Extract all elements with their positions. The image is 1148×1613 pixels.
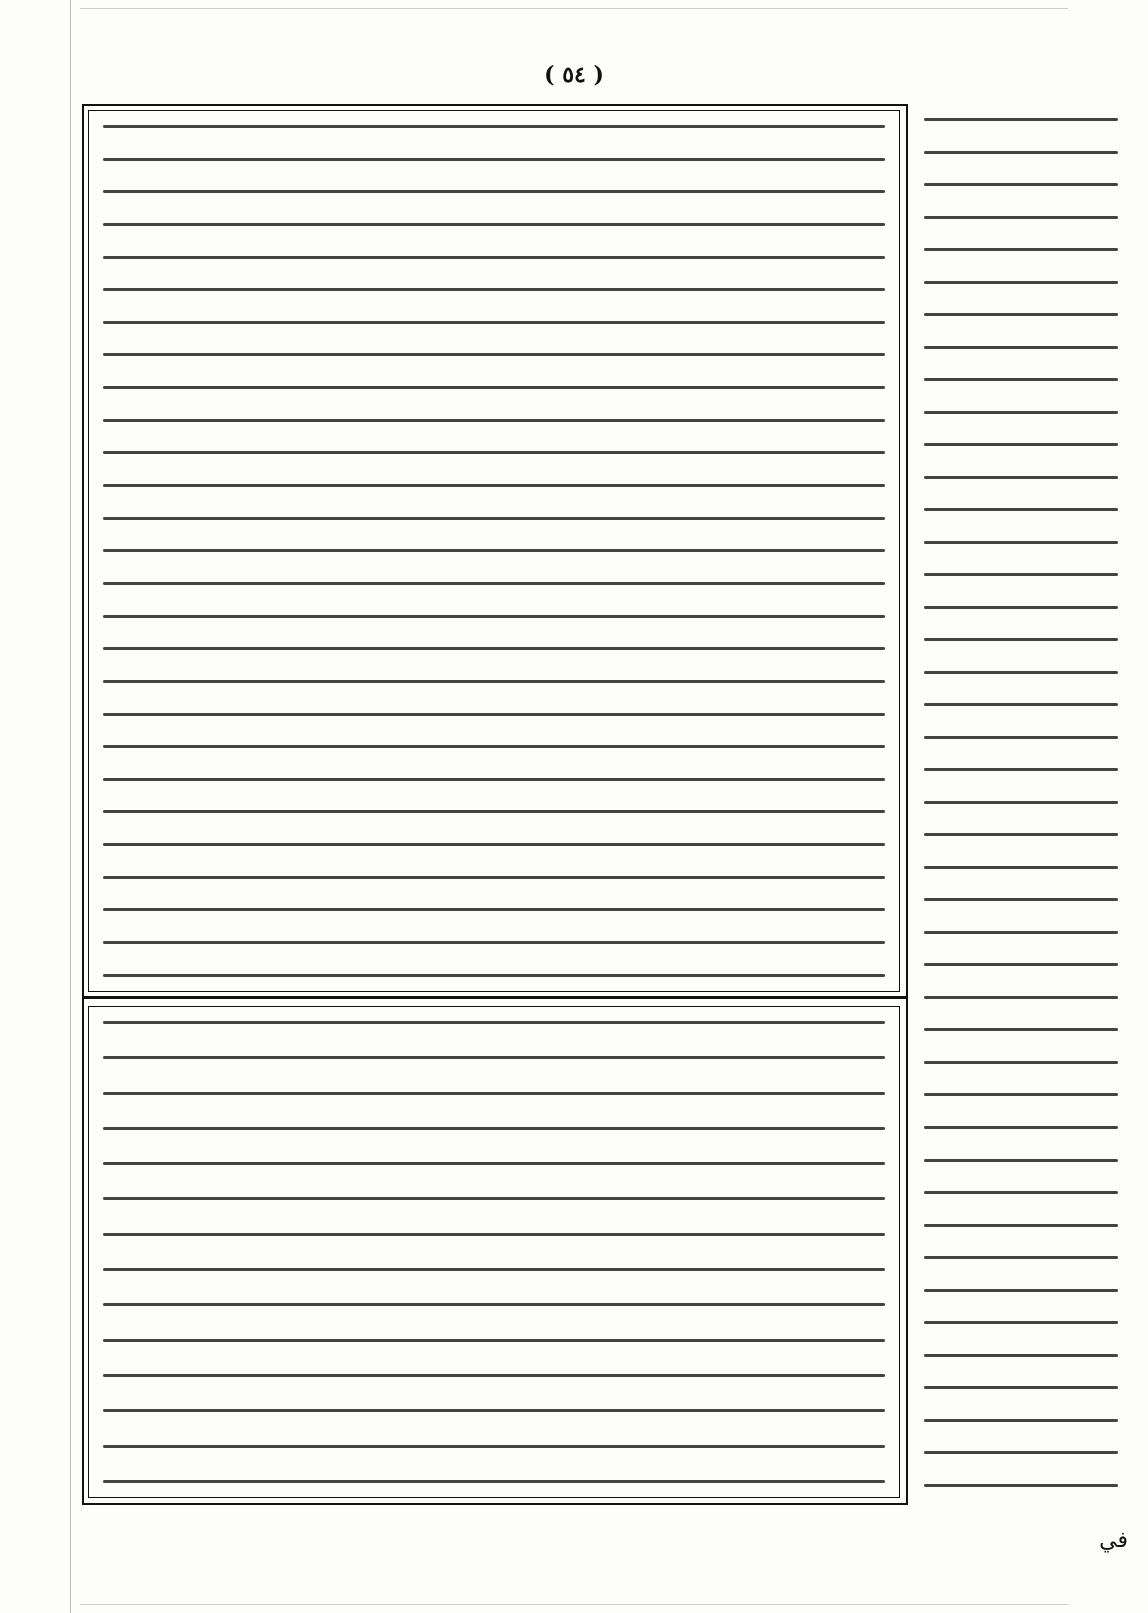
section-divider: [82, 996, 908, 999]
text-line: [103, 1127, 885, 1130]
text-line: [103, 419, 885, 422]
text-line: [924, 476, 1118, 479]
text-line: [924, 1354, 1118, 1357]
text-line: [924, 443, 1118, 446]
footer-catchword: في: [1099, 1527, 1128, 1553]
text-line: [103, 713, 885, 716]
margin-text-lines: [924, 118, 1118, 1487]
text-line: [924, 118, 1118, 121]
text-line: [924, 1451, 1118, 1454]
text-line: [103, 1480, 885, 1483]
text-line: [103, 974, 885, 977]
text-line: [924, 996, 1118, 999]
text-line: [103, 1339, 885, 1342]
text-line: [924, 1419, 1118, 1422]
text-line: [103, 517, 885, 520]
text-line: [924, 606, 1118, 609]
text-line: [103, 1303, 885, 1306]
commentary-text-lines: [103, 125, 885, 977]
text-line: [103, 647, 885, 650]
text-line: [103, 321, 885, 324]
commentary-box-upper: [88, 110, 900, 992]
text-line: [924, 833, 1118, 836]
text-line: [924, 801, 1118, 804]
text-line: [924, 1484, 1118, 1487]
text-line: [924, 1256, 1118, 1259]
text-line: [924, 671, 1118, 674]
text-line: [103, 908, 885, 911]
text-line: [103, 1374, 885, 1377]
text-line: [103, 223, 885, 226]
text-line: [103, 615, 885, 618]
text-line: [924, 1028, 1118, 1031]
text-line: [103, 941, 885, 944]
text-line: [103, 1092, 885, 1095]
text-line: [103, 1056, 885, 1059]
text-line: [924, 1061, 1118, 1064]
text-line: [924, 1386, 1118, 1389]
bottom-rule: [80, 1604, 1068, 1605]
text-line: [924, 1191, 1118, 1194]
text-line: [103, 1233, 885, 1236]
text-line: [103, 1021, 885, 1024]
text-line: [103, 680, 885, 683]
margin-text-column: [910, 104, 1132, 1501]
text-line: [924, 346, 1118, 349]
text-line: [924, 703, 1118, 706]
text-line: [103, 256, 885, 259]
text-line: [924, 541, 1118, 544]
page-header: [20, 58, 1128, 92]
text-line: [103, 843, 885, 846]
text-line: [103, 1445, 885, 1448]
text-line: [924, 248, 1118, 251]
text-line: [924, 183, 1118, 186]
text-line: [924, 866, 1118, 869]
text-line: [924, 573, 1118, 576]
text-line: [924, 1093, 1118, 1096]
text-line: [103, 778, 885, 781]
text-line: [103, 1162, 885, 1165]
text-line: [924, 1126, 1118, 1129]
text-line: [103, 810, 885, 813]
text-line: [924, 1289, 1118, 1292]
text-line: [924, 931, 1118, 934]
text-line: [924, 1321, 1118, 1324]
commentary-text-lines: [103, 1021, 885, 1483]
page-number: ( ٥٤ ): [544, 62, 604, 88]
text-line: [924, 281, 1118, 284]
text-line: [924, 768, 1118, 771]
text-line: [103, 125, 885, 128]
text-line: [924, 1159, 1118, 1162]
page-footer: [82, 1520, 1128, 1560]
text-line: [924, 216, 1118, 219]
text-line: [103, 451, 885, 454]
text-line: [103, 582, 885, 585]
text-line: [103, 484, 885, 487]
text-line: [924, 736, 1118, 739]
text-line: [924, 151, 1118, 154]
text-line: [103, 386, 885, 389]
text-line: [924, 898, 1118, 901]
text-line: [924, 638, 1118, 641]
top-rule: [80, 8, 1068, 9]
text-line: [103, 190, 885, 193]
text-line: [103, 288, 885, 291]
text-line: [103, 549, 885, 552]
text-line: [924, 963, 1118, 966]
text-line: [924, 378, 1118, 381]
margin-rule: [70, 0, 71, 1613]
text-line: [924, 1224, 1118, 1227]
text-line: [103, 876, 885, 879]
text-line: [103, 1197, 885, 1200]
text-line: [103, 745, 885, 748]
text-line: [103, 1268, 885, 1271]
text-line: [103, 353, 885, 356]
commentary-box-lower: [88, 1006, 900, 1498]
text-line: [103, 1409, 885, 1412]
text-line: [924, 313, 1118, 316]
text-line: [924, 411, 1118, 414]
text-line: [103, 158, 885, 161]
text-line: [924, 508, 1118, 511]
